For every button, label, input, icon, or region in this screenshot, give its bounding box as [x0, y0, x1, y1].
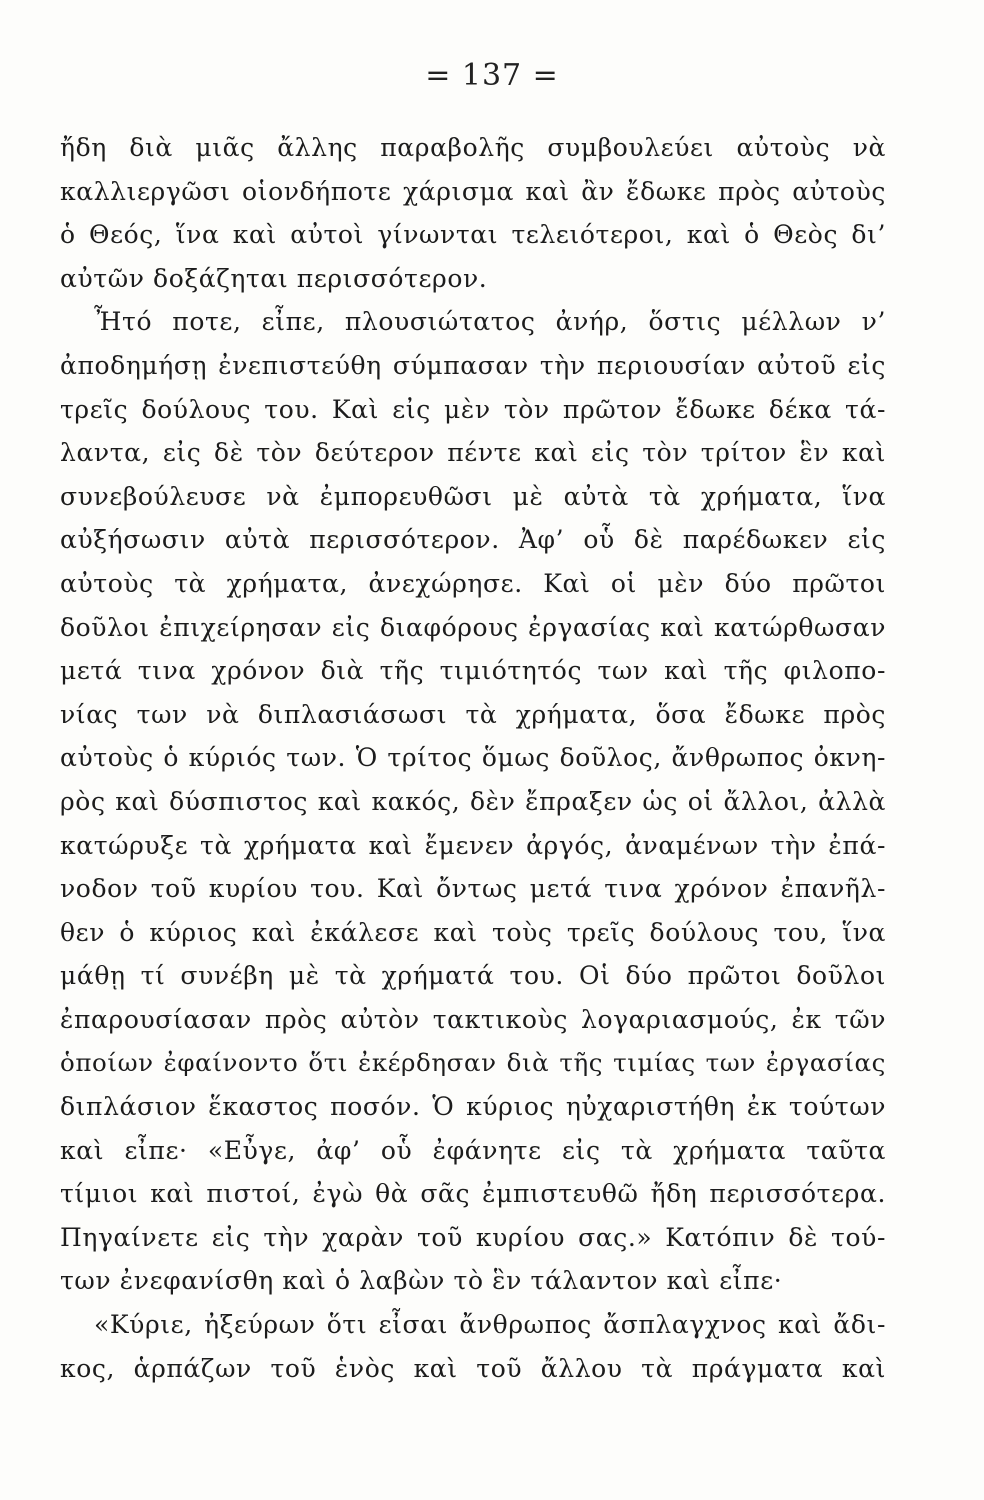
text-line: αὐξήσωσιν αὐτὰ περισσότερον. Ἀφ’ οὗ δὲ παρέδωκεν εἰς — [60, 525, 886, 555]
text-line: ὁ Θεός, ἵνα καὶ αὐτοὶ γίνωνται τελειότεροι, καὶ ὁ Θεὸς δι’ — [60, 220, 886, 250]
text-line: λαντα, εἰς δὲ τὸν δεύτερον πέντε καὶ εἰς τὸν τρίτον ἓν καὶ — [60, 438, 886, 468]
text-line: τρεῖς δούλους του. Καὶ εἰς μὲν τὸν πρῶτον ἔδωκε δέκα τά- — [60, 394, 886, 424]
text-line: Ἦτό ποτε, εἶπε, πλουσιώτατος ἀνήρ, ὅστις μέλλων ν’ — [94, 307, 886, 337]
text-line: συνεβούλευσε νὰ ἐμπορευθῶσι μὲ αὐτὰ τὰ χρήματα, ἵνα — [60, 481, 886, 511]
text-line: καὶ εἶπε· «Εὖγε, ἀφ’ οὗ ἐφάνητε εἰς τὰ χρήματα ταῦτα — [60, 1135, 886, 1165]
text-line: ἀποδημήσῃ ἐνεπιστεύθη σύμπασαν τὴν περιουσίαν αὐτοῦ εἰς — [60, 350, 886, 380]
page-number: = 137 = — [425, 58, 559, 93]
text-line: ρὸς καὶ δύσπιστος καὶ κακός, δὲν ἔπραξεν ὡς οἱ ἄλλοι, ἀλλὰ — [60, 786, 886, 816]
text-line: κος, ἁρπάζων τοῦ ἑνὸς καὶ τοῦ ἄλλου τὰ πράγματα καὶ — [60, 1353, 886, 1383]
text-line: δοῦλοι ἐπιχείρησαν εἰς διαφόρους ἐργασίας καὶ κατώρθωσαν — [60, 612, 886, 642]
text-line: τίμιοι καὶ πιστοί, ἐγὼ θὰ σᾶς ἐμπιστευθῶ ἤδη περισσότερα. — [60, 1179, 886, 1209]
text-line: Πηγαίνετε εἰς τὴν χαρὰν τοῦ κυρίου σας.» Κατόπιν δὲ τού- — [60, 1222, 886, 1252]
body-text — [60, 126, 886, 1390]
text-line: αὐτοὺς τὰ χρήματα, ἀνεχώρησε. Καὶ οἱ μὲν δύο πρῶτοι — [60, 568, 886, 598]
text-line: μετά τινα χρόνον διὰ τῆς τιμιότητός των καὶ τῆς φιλοπο- — [60, 656, 886, 686]
text-line: διπλάσιον ἕκαστος ποσόν. Ὁ κύριος ηὐχαριστήθη ἐκ τούτων — [60, 1092, 886, 1122]
text-line: νοδον τοῦ κυρίου του. Καὶ ὄντως μετά τινα χρόνον ἐπανῆλ- — [60, 874, 886, 904]
text-line: των ἐνεφανίσθη καὶ ὁ λαβὼν τὸ ἓν τάλαντον καὶ εἶπε· — [60, 1266, 783, 1296]
text-line: κατώρυξε τὰ χρήματα καὶ ἔμενεν ἀργός, ἀναμένων τὴν ἐπά- — [60, 830, 886, 860]
text-line: αὐτοὺς ὁ κύριός των. Ὁ τρίτος ὅμως δοῦλος, ἄνθρωπος ὀκνη- — [60, 743, 886, 773]
text-line: μάθῃ τί συνέβη μὲ τὰ χρήματά του. Οἱ δύο πρῶτοι δοῦλοι — [60, 961, 886, 991]
text-line: «Κύριε, ἠξεύρων ὅτι εἶσαι ἄνθρωπος ἄσπλαγχνος καὶ ἄδι- — [94, 1310, 886, 1340]
text-line: αὐτῶν δοξάζηται περισσότερον. — [60, 263, 488, 293]
text-line: θεν ὁ κύριος καὶ ἐκάλεσε καὶ τοὺς τρεῖς δούλους του, ἵνα — [60, 917, 886, 947]
text-line: ἤδη διὰ μιᾶς ἄλλης παραβολῆς συμβουλεύει αὐτοὺς νὰ — [60, 133, 886, 162]
text-line: καλλιεργῶσι οἱονδήποτε χάρισμα καὶ ἂν ἔδωκε πρὸς αὐτοὺς — [60, 176, 886, 206]
text-line: ὁποίων ἐφαίνοντο ὅτι ἐκέρδησαν διὰ τῆς τιμίας των ἐργασίας — [60, 1048, 886, 1078]
text-line: ἐπαρουσίασαν πρὸς αὐτὸν τακτικοὺς λογαριασμούς, ἐκ τῶν — [60, 1004, 886, 1034]
text-line: νίας των νὰ διπλασιάσωσι τὰ χρήματα, ὅσα ἔδωκε πρὸς — [60, 699, 886, 729]
